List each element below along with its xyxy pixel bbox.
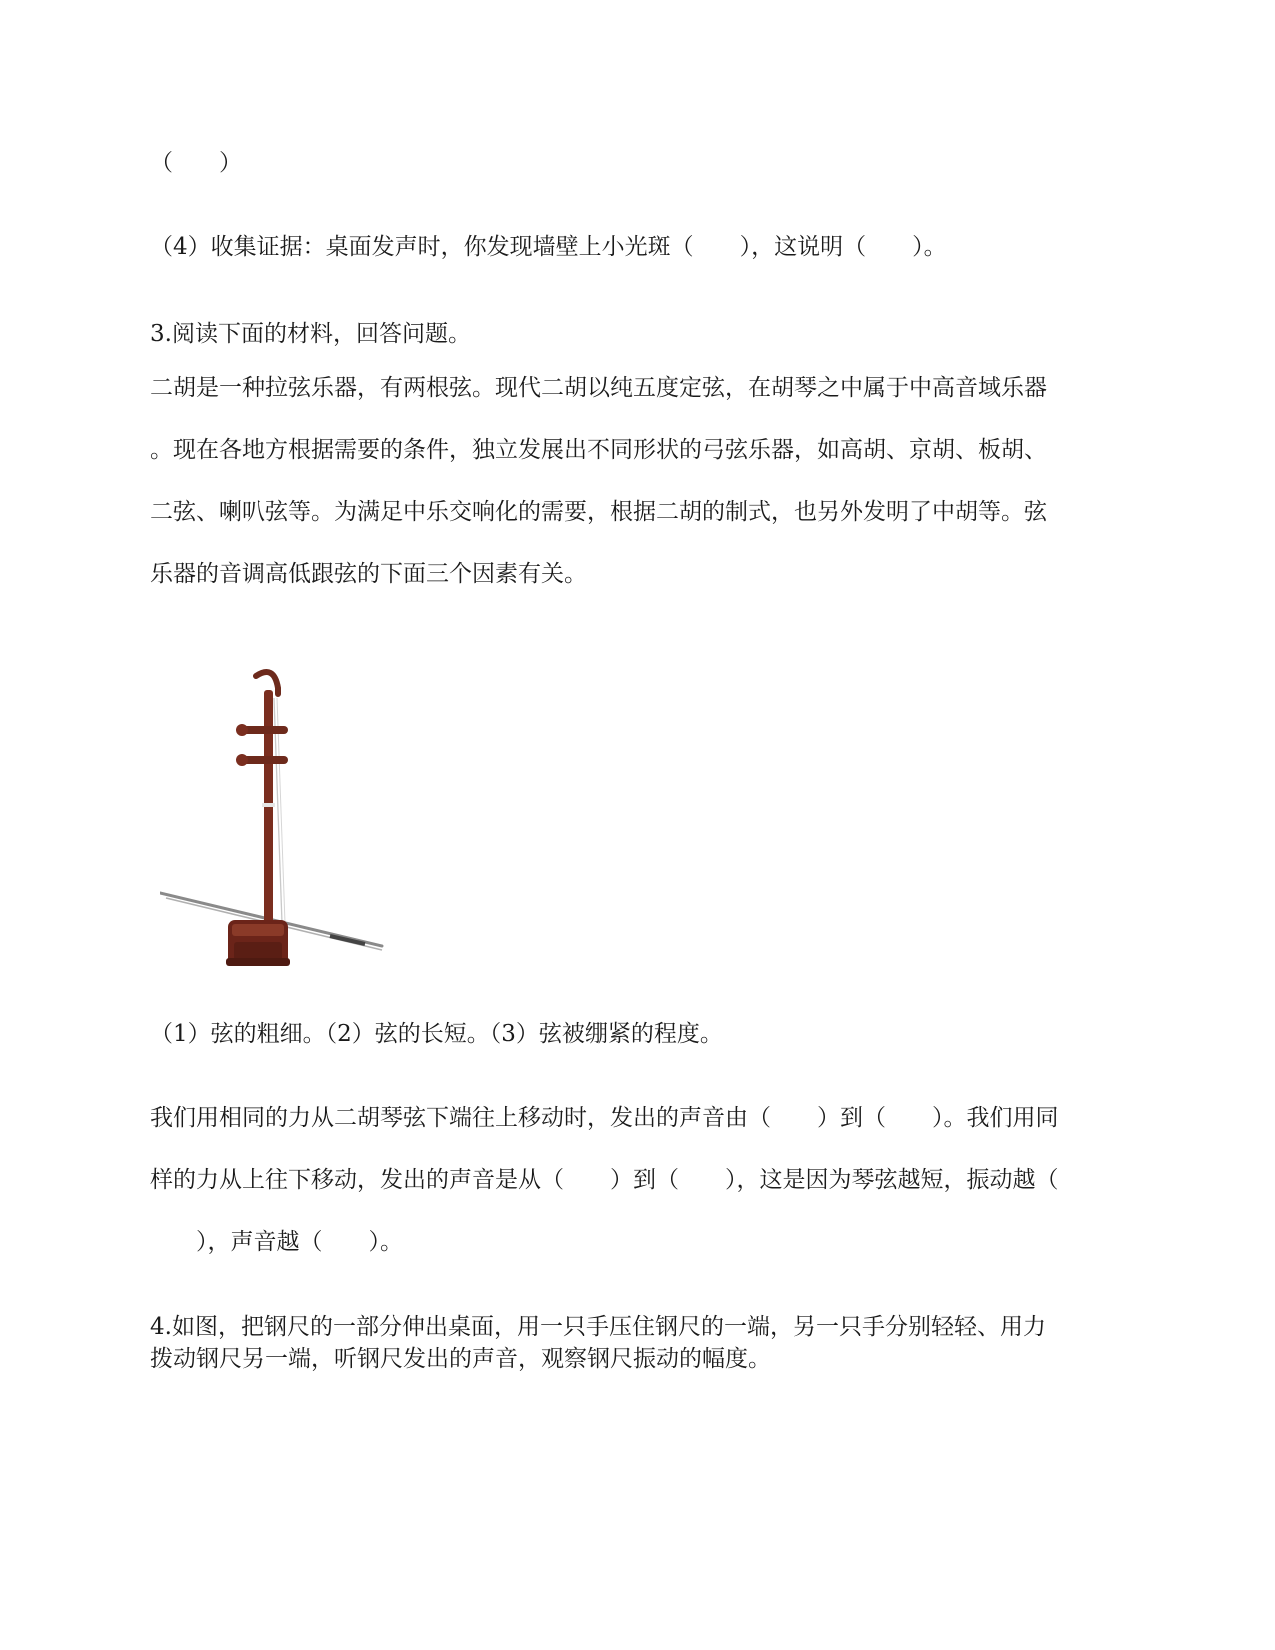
question-3-title: 3.阅读下面的材料，回答问题。 (150, 321, 471, 347)
question-3-paragraph-line-1: 二胡是一种拉弦乐器，有两根弦。现代二胡以纯五度定弦，在胡琴之中属于中高音域乐器 (150, 375, 1047, 401)
answer-blank: （ ） (150, 150, 242, 176)
question-3-fill-line-2: 样的力从上往下移动，发出的声音是从（ ）到（ ），这是因为琴弦越短，振动越（ (150, 1167, 1059, 1193)
erhu-instrument-icon (160, 668, 400, 1023)
question-4-paragraph-line-2: 拨动钢尺另一端，听钢尺发出的声音，观察钢尺振动的幅度。 (150, 1346, 771, 1372)
question-3-fill-line-3: ），声音越（ ）。 (150, 1229, 403, 1255)
question-3-paragraph-line-2: 。现在各地方根据需要的条件，独立发展出不同形状的弓弦乐器，如高胡、京胡、板胡、 (150, 437, 1047, 463)
question-2-step-4: （4）收集证据：桌面发声时，你发现墙壁上小光斑（ ），这说明（ ）。 (150, 234, 947, 260)
question-3-paragraph-line-4: 乐器的音调高低跟弦的下面三个因素有关。 (150, 561, 587, 587)
question-3-paragraph-line-3: 二弦、喇叭弦等。为满足中乐交响化的需要，根据二胡的制式，也另外发明了中胡等。弦 (150, 499, 1047, 525)
question-4-paragraph-line-1: 4.如图，把钢尺的一部分伸出桌面，用一只手压住钢尺的一端，另一只手分别轻轻、用力 (150, 1314, 1046, 1340)
question-3-factors: （1）弦的粗细。（2）弦的长短。（3）弦被绷紧的程度。 (150, 1021, 723, 1047)
question-3-fill-line-1: 我们用相同的力从二胡琴弦下端往上移动时，发出的声音由（ ）到（ ）。我们用同 (150, 1105, 1059, 1131)
